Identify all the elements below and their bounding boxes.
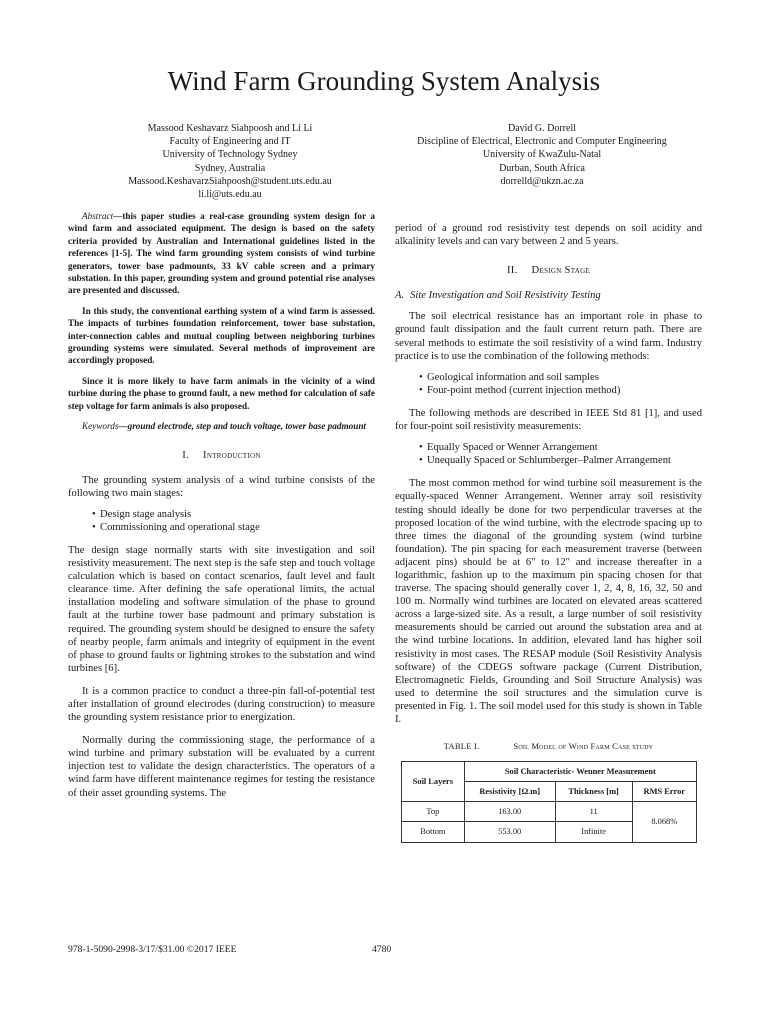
- section-heading-design-stage: [395, 264, 702, 277]
- cell-layer: Bottom: [402, 822, 465, 842]
- keywords-text: ground electrode, step and touch voltage, tower base padmount: [127, 421, 366, 432]
- cell-rms-error: 8.068%: [632, 802, 696, 842]
- abstract-dash: —: [113, 211, 123, 221]
- list-item: • Commissioning and operational stage: [100, 521, 375, 534]
- author-block-2: [392, 122, 692, 188]
- body-paragraph: The grounding system analysis of a wind turbine consists of the following two main stages:: [68, 474, 375, 499]
- header-soil-characteristic: Soil Characteristic- Wenner Measurement: [464, 762, 696, 782]
- body-paragraph: The following methods are described in IEEE Std 81 [1], and used for four-point soil resistivity measurements:: [395, 407, 702, 433]
- author-email: Massood.KeshavarzSiahpoosh@student.uts.edu.au: [128, 175, 332, 187]
- author-affiliation: University of Technology Sydney: [162, 149, 298, 161]
- author-name: David G. Dorrell: [507, 123, 577, 134]
- keywords: [68, 420, 375, 432]
- footer-page-number: 4780: [372, 944, 392, 955]
- author-location: Sydney, Australia: [194, 162, 266, 174]
- author-block-1: [70, 122, 390, 201]
- bullet-list: [68, 508, 375, 534]
- abstract-paragraph: [68, 210, 375, 297]
- abstract-paragraph: In this study, the conventional earthing system of a wind farm is assessed. The impacts of turbines foundation reinforcement, tower base substation, inter-connection cables and mutual coupling between neighboring turbines grounding systems were simulated. Several methods of improvement are accordingly proposed.: [68, 305, 375, 366]
- list-item: • Design stage analysis: [100, 508, 375, 521]
- author-affiliation: Discipline of Electrical, Electronic and Computer Engineering: [417, 136, 667, 148]
- section-heading-introduction: [68, 449, 375, 462]
- header-rms-error: RMS Error: [632, 782, 696, 802]
- header-soil-layers: Soil Layers: [402, 762, 465, 802]
- body-paragraph: The design stage normally starts with site investigation and soil resistivity measurement. The next step is the safe step and touch voltage calculation which is based on contact scenarios, fault level and fault clearance time. After defining the safe operational limits, the actual installation modeling and software simulation of the phase to ground fault at the turbine tower base padmount and primary substation is required. The grounding system should be designed to ensure the safety of nearby people, farm animals and integrity of equipment in the event of phase to ground faults or lightning strokes to the substation and wind turbines [6].: [68, 544, 375, 674]
- table-row: [402, 802, 697, 822]
- list-item: • Geological information and soil samples: [427, 371, 702, 384]
- body-paragraph: Normally during the commissioning stage, the performance of a wind turbine and primary substation will be evaluated by a current injection test to validate the design characteristics. The operators of a wind farm have different maintenance regimes for testing the resistance of their asset grounding systems. The: [68, 735, 375, 799]
- right-column: [395, 222, 702, 843]
- section-number: II.: [506, 265, 518, 277]
- bullet-list: [395, 441, 702, 467]
- section-title: Introduction: [203, 449, 261, 461]
- section-number: I.: [182, 449, 190, 461]
- left-column: [68, 210, 375, 810]
- subsection-letter: A.: [395, 290, 405, 302]
- keywords-label: Keywords: [82, 421, 119, 432]
- author-affiliation: Faculty of Engineering and IT: [169, 136, 291, 148]
- list-item: • Unequally Spaced or Schlumberger–Palmer Arrangement: [427, 454, 702, 467]
- abstract-paragraph: Since it is more likely to have farm animals in the vicinity of a wind turbine during the phase to ground fault, a new method for calculation of safe step voltage for farm animals is also proposed.: [68, 375, 375, 411]
- footer-copyright: 978-1-5090-2998-3/17/$31.00 ©2017 IEEE: [68, 944, 237, 955]
- header-resistivity: Resistivity [Ω.m]: [464, 782, 555, 802]
- body-paragraph: The most common method for wind turbine soil measurement is the equally-spaced Wenner Arrangement. Wenner array soil resistivity testing should ideally be done for two perpendicular traverses at the proposed location of the wind turbine, with the electrode spacing up to three times the diagonal of the grounding system (wind turbine foundation). The pin spacing for each measurement traverse (between adjacent pins) should be at 6" to 12" and increase thereafter in a logarithmic, fashion up to the maximum pin spacing chosen for that traverse. The spacing should generally cover 1, 2, 4, 8, 16, 32, 50 and 100 m. Normally wind turbines are located on elevated areas scattered across a large-sized site. As a result, a large number of soil resistivity measurements should be carried out around the substation area and at the wind turbine locations. In addition, elevated land has higher soil resistivity in most cases. The RESAP module (Soil Resistivity Analysis software) of the CDEGS software package (Current Distribution, Electromagnetic Fields, Grounding and Soil Structure Analysis) was used to determine the soil structures and the simulation curve is presented in Fig. 1. The soil model used for this study is shown in Table I.: [395, 478, 702, 725]
- author-name: Massood Keshavarz Siahpoosh and Li Li: [147, 123, 313, 134]
- soil-model-table: [401, 761, 697, 842]
- cell-thickness: Infinite: [555, 822, 632, 842]
- list-item: • Equally Spaced or Wenner Arrangement: [427, 441, 702, 454]
- abstract: [68, 210, 375, 412]
- subsection-title: Site Investigation and Soil Resistivity Testing: [410, 290, 601, 302]
- body-paragraph: period of a ground rod resistivity test depends on soil acidity and alkalinity levels and can vary between 2 and 5 years.: [395, 223, 702, 248]
- header-thickness: Thickness [m]: [555, 782, 632, 802]
- cell-thickness: 11: [555, 802, 632, 822]
- cell-layer: Top: [402, 802, 465, 822]
- author-email: li.li@uts.edu.au: [198, 189, 262, 201]
- body-paragraph: The soil electrical resistance has an important role in phase to ground fault dissipation and the fault current return path. There are several methods to estimate the soil resistivity of a wind farm. Industry practice is to use the combination of the following methods:: [395, 311, 702, 362]
- paper-title: Wind Farm Grounding System Analysis: [167, 66, 601, 96]
- abstract-label: Abstract: [82, 211, 114, 221]
- section-title: Design Stage: [531, 265, 591, 277]
- list-item: • Four-point method (current injection method): [427, 384, 702, 397]
- table-title: Soil Model of Wind Farm Case study: [513, 741, 654, 752]
- keywords-dash: —: [118, 421, 128, 432]
- table-header-row: [402, 762, 697, 782]
- body-paragraph: It is a common practice to conduct a three-pin fall-of-potential test after installation of ground electrodes (during construction) to measure the grounding system resistance prior to energization.: [68, 685, 375, 724]
- table-caption: [395, 740, 702, 753]
- bullet-list: [395, 371, 702, 397]
- abstract-text: this paper studies a real-case grounding system design for a wind farm and associated equipment. The design is based on the safety criteria provided by Australian and International guidelines listed in the references [1-5]. The wind farm grounding system consists of wind turbine generators, tower base padmounts, 33 kV cable screen and a primary substation. In this paper, grounding system and ground potential rise analyses are presented and discussed.: [68, 211, 375, 296]
- author-affiliation: University of KwaZulu-Natal: [482, 149, 602, 161]
- author-location: Durban, South Africa: [499, 162, 585, 174]
- subsection-heading: [395, 289, 702, 302]
- cell-resistivity: 163.00: [464, 802, 555, 822]
- cell-resistivity: 553.00: [464, 822, 555, 842]
- table-number: TABLE I.: [443, 741, 480, 752]
- author-email: dorrelld@ukzn.ac.za: [500, 175, 584, 187]
